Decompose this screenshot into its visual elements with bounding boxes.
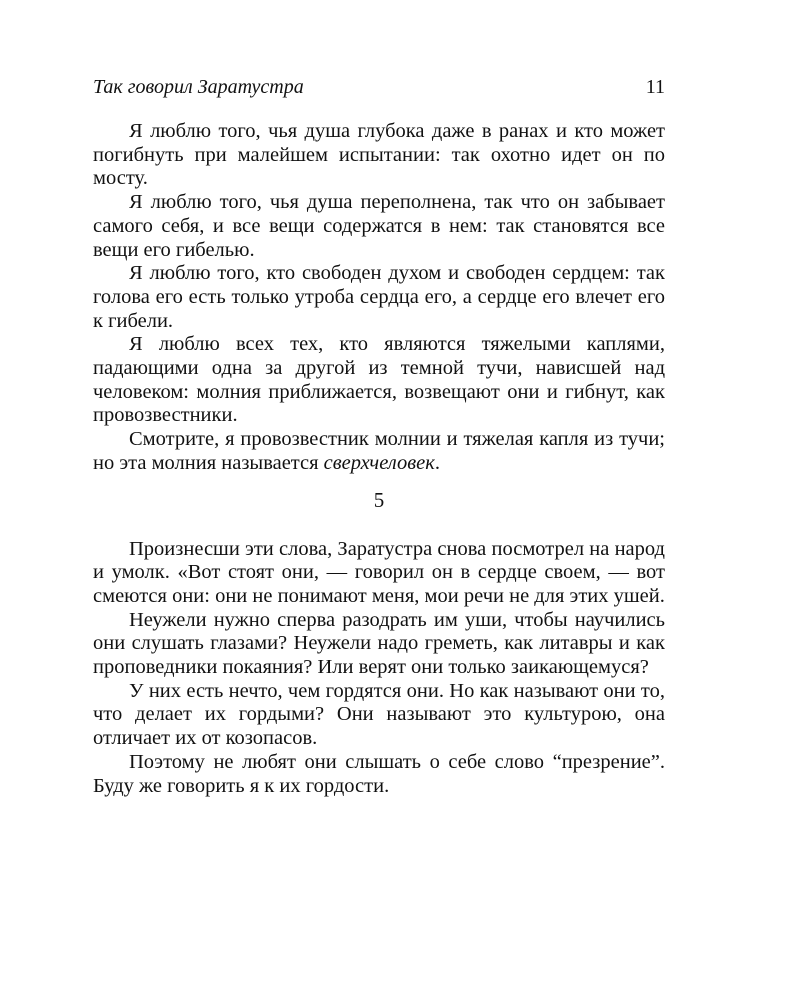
paragraph: Поэтому не любят они слышать о себе слово “презрение”. Буду же говорить я к их гордости. — [93, 750, 665, 797]
body-text — [93, 120, 665, 798]
emphasized-word: сверхчеловек — [323, 451, 435, 474]
running-head — [93, 72, 665, 102]
section-number: 5 — [373, 487, 385, 512]
paragraph-ending-with-emphasis — [93, 428, 665, 475]
running-title: Так говорил Заратустра — [93, 76, 304, 98]
book-page — [93, 72, 665, 798]
paragraph: Я люблю всех тех, кто являются тяжелыми каплями, падающими одна за другой из темной тучи, нависшей над человеком: молния приближается, возвещают они и гибнут, как провозвестники. — [93, 333, 665, 427]
page-number: 11 — [645, 76, 665, 98]
paragraph: Я люблю того, чья душа переполнена, так что он забывает самого себя, и все вещи содержатся в нем: так становятся все вещи его гибелью. — [93, 191, 665, 261]
paragraph: Я люблю того, кто свободен духом и свободен сердцем: так голова его есть только утроба сердца его, а сердце его влечет его к гибели. — [93, 262, 665, 332]
paragraph: Неужели нужно сперва разодрать им уши, чтобы научились они слушать глазами? Неужели надо греметь, как литавры и как проповедники покаяния? Или верят они только заикающемуся? — [93, 608, 665, 679]
paragraph: Я люблю того, чья душа глубока даже в ранах и кто может погибнуть при малейшем испытании: так охотно идет он по мосту. — [93, 120, 665, 190]
paragraph: Произнесши эти слова, Заратустра снова посмотрел на народ и умолк. «Вот стоят они, — говорил он в сердце своем, — вот смеются они: они не понимают меня, мои речи не для этих ушей. — [93, 537, 665, 607]
paragraph-text: Смотрите, я провозвестник молнии и тяжелая капля из тучи; но эта молния называется — [93, 428, 665, 474]
paragraph-end-punctuation: . — [434, 451, 440, 474]
paragraph: У них есть нечто, чем гордятся они. Но как называют они то, что делает их гордыми? Они называют это культурою, она отличает их от козопасов. — [93, 679, 665, 750]
